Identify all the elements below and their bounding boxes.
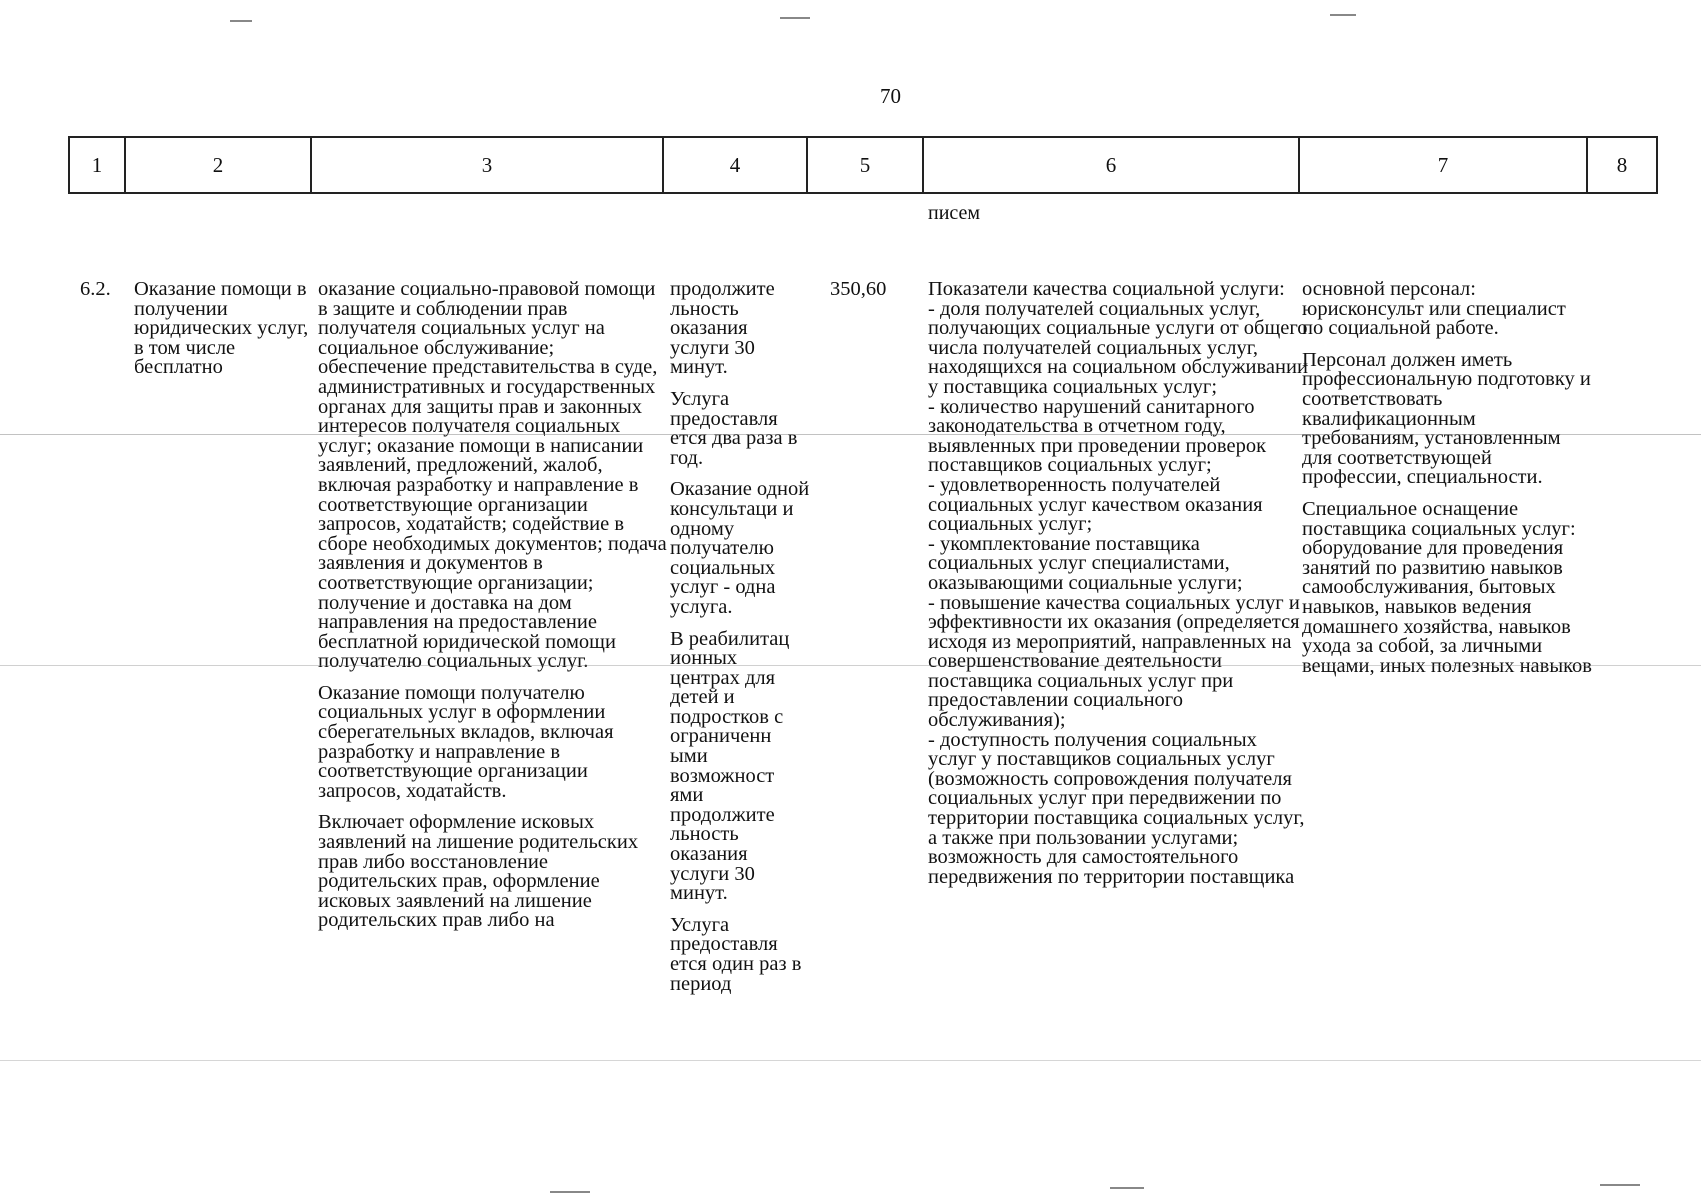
scan-artifact-line: [0, 1060, 1701, 1061]
column-number-5: 5: [807, 137, 923, 193]
column-number-2: 2: [125, 137, 311, 193]
scan-artifact-line: [0, 665, 1701, 666]
conditions-paragraph: основной персонал: юрисконсульт или специалист по социальной работе.: [1302, 278, 1566, 340]
duration-paragraph: Оказание одной консультаци и одному получателю социальных услуг - одна услуга.: [670, 478, 810, 618]
duration-paragraph: Услуга предоставля ется один раз в период: [670, 913, 802, 995]
column-number-1: 1: [69, 137, 125, 193]
row-number: 6.2.: [80, 278, 111, 300]
scan-speck: [780, 17, 810, 19]
page-number: 70: [880, 84, 901, 108]
scan-artifact-line: [0, 434, 1701, 435]
duration-paragraph: В реабилитац ионных центрах для детей и подростков с ограниченн ыми возможност ями продолжите льность оказания услуги 30 минут.: [670, 627, 790, 905]
scan-speck: [550, 1191, 590, 1193]
description-paragraph: оказание социально-правовой помощи в защите и соблюдении прав получателя социальных услуг на социальное обслуживание; обеспечение представительства в суде, административных и государственных органах для защиты прав и законных интересов получателя социальных услуг; оказание помощи в написании заявлений, предложений, жалоб, включая разработку и направление в соответствующие организации запросов, ходатайств; содействие в сборе необходимых документов; подача заявления и документов в соответствующие организации; получение и доставка на дом направления на предоставление бесплатной юридической помощи получателю социальных услуг.: [318, 278, 667, 673]
service-description: [318, 280, 668, 943]
column-number-8: 8: [1587, 137, 1657, 193]
column-number-7: 7: [1299, 137, 1587, 193]
carryover-text: писем: [928, 202, 981, 224]
conditions-paragraph: Специальное оснащение поставщика социальных услуг: оборудование для проведения занятий по развитию навыков самообслуживания, бытовых навыков, навыков ведения домашнего хозяйства, навыков ухода за собой, за личными вещами, иных полезных навыков: [1302, 497, 1592, 677]
duration-paragraph: продолжите льность оказания услуги 30 минут.: [670, 278, 775, 379]
scan-speck: [1330, 14, 1356, 16]
column-number-4: 4: [663, 137, 807, 193]
scan-speck: [230, 20, 252, 22]
quality-indicators: Показатели качества социальной услуги: - доля получателей социальных услуг, получающих социальные услуги от общего числа получателей социальных услуг, находящихся на социальном обслуживании у поставщика социальных услуг; - количество нарушений санитарного законодательства в отчетном году, выявленных при проведении проверок поставщиков социальных услуг; - удовлетворенность получателей социальных услуг качеством оказания социальных услуг; - укомплектование поставщика социальных услуг специалистами, оказывающими социальные услуги; - повышение качества социальных услуг и эффективности их оказания (определяется исходя из мероприятий, направленных на совершенствование деятельности поставщика социальных услуг при предоставлении социального обслуживания); - доступность получения социальных услуг у поставщиков социальных услуг (возможность сопровождения получателя социальных услуг при передвижении по территории поставщика социальных услуг, а также при пользовании услугами; возможность для самостоятельного передвижения по территории поставщика: [928, 278, 1308, 888]
scan-speck: [1600, 1184, 1640, 1186]
service-duration: [670, 280, 810, 1006]
column-number-6: 6: [923, 137, 1299, 193]
description-paragraph: Оказание помощи получателю социальных услуг в оформлении сберегательных вкладов, включая разработку и направление в соответствующие организации запросов, ходатайств.: [318, 681, 614, 802]
service-name: Оказание помощи в получении юридических услуг, в том числе бесплатно: [134, 278, 309, 379]
column-number-3: 3: [311, 137, 663, 193]
duration-paragraph: Услуга предоставля ется два раза в год.: [670, 387, 798, 469]
description-paragraph: Включает оформление исковых заявлений на лишение родительских прав либо восстановление родительских прав, оформление исковых заявлений на лишение родительских прав либо на: [318, 811, 639, 932]
service-conditions: [1302, 280, 1592, 688]
scan-speck: [1110, 1187, 1144, 1189]
service-tariff: 350,60: [830, 278, 887, 300]
conditions-paragraph: Персонал должен иметь профессиональную подготовку и соответствовать квалификационным требованиям, установленным для соответствующей профессии, специальности.: [1302, 348, 1591, 489]
column-number-header: [68, 136, 1658, 194]
